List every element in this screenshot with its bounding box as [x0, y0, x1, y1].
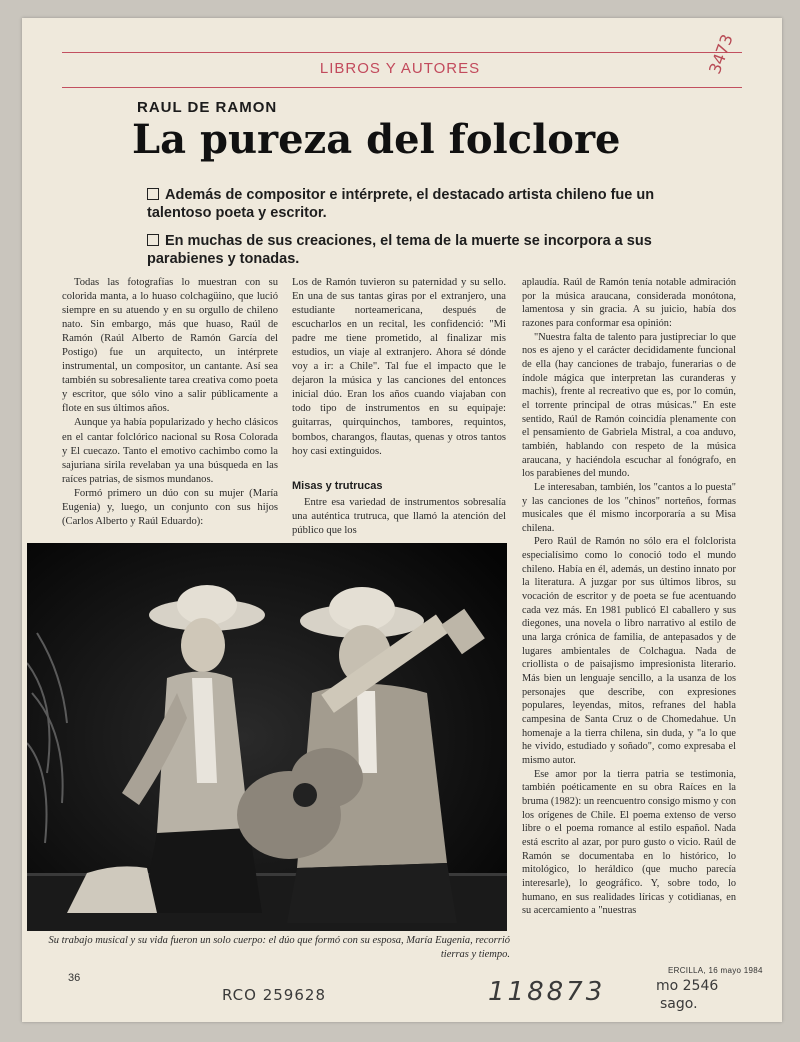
article-column-3 — [522, 276, 736, 918]
checkbox-bullet-icon — [147, 188, 159, 200]
column-paragraph: aplaudía. Raúl de Ramón tenía notable admiración por la música araucana, considerada monótona, lamentosa y sin gracia. A su juicio, había dos razones para conformar esa opinión: — [522, 277, 736, 329]
column-paragraph: Entre esa variedad de instrumentos sobresalía una auténtica trutruca, que llamó la atención del público que los — [292, 497, 506, 537]
article-column-2-continued — [292, 496, 506, 538]
handwritten-shelf-1: mo 2546 — [656, 978, 719, 994]
header-rule-top — [62, 52, 742, 53]
section-label: LIBROS Y AUTORES — [319, 60, 481, 77]
handwritten-shelf-2: sago. — [660, 996, 698, 1012]
author-name: RAUL DE RAMON — [137, 99, 278, 116]
column-paragraph: Ese amor por la tierra patria se testimonia, también poéticamente en su obra Raíces en la bruma (1982): un reencuentro consigo mismo y con los orígenes de Chile. El poema extenso de verso libre o el poema romance al estilo español. Nada está escrito al azar, por puro gusto o vicio. Raúl de Ramón se documentaba en lo histórico, lo mitológico, lo heráldico (que mucho parecía interesarle), lo geográfico. Y, sobre todo, lo humano, en sus realidades líricas y cotidianas, en su acercamiento a "nuestras — [522, 768, 736, 917]
photo-caption: Su trabajo musical y su vida fueron un solo cuerpo: el dúo que formó con su esposa, María Eugenia, recorrió tierras y tiempo. — [48, 935, 510, 960]
duo-photo — [27, 543, 507, 931]
subhead-2 — [147, 232, 687, 268]
article-column-1 — [62, 276, 278, 529]
column-subheading: Misas y trutrucas — [292, 480, 383, 492]
handwritten-code: RCO 259628 — [222, 986, 326, 1004]
column-paragraph: Los de Ramón tuvieron su paternidad y su sello. En una de sus tantas giras por el extranjero, una estudiante norteamericana, después de escucharlos en un recital, les confidenció: "Mi padre me tiene prometido, al finalizar mis estudios, un viaje al extranjero. Ahora sé dónde voy a ir: a Chile". Tal fue el impacto que le dejaron la música y las canciones del entonces inicial dúo. Eran los años cuando viajaban con todo tipo de instrumentos en su equipaje: guitarras, quirquinchos, tambores, requintos, bombos, charangos, flautas, quenas y otros tantos hoy casi extinguidos. — [292, 277, 506, 457]
column-paragraph: "Nuestra falta de talento para justipreciar lo que nos es ajeno y el carácter decididamente funcional de ella (hay canciones de trabajo, funerarias o de índole mágica que interpretan las curanderas y machis), frente al recreativo que es, por lo común, el torrente principal de otras músicas." En este sentido, Raúl de Ramón coincidía plenamente con el pensamiento de Gabriela Mistral, a coa anduvo, también, hablando con respeto de la música araucana, y haciéndola escuchar al fonógrafo, en los parabienes del mundo. — [522, 331, 736, 480]
column-paragraph: Aunque ya había popularizado y hecho clásicos en el cantar folclórico nacional su Rosa Colorada y El cuecazo. Tanto el emotivo cachimbo como la sajuriana sirila revelaban ya una búsqueda en las raíces patrias, de sismos mundanos. — [62, 417, 278, 485]
subhead-2-text: En muchas de sus creaciones, el tema de la muerte se incorpora a sus parabienes y tonadas. — [147, 233, 652, 267]
duo-photo-illustration — [27, 543, 507, 931]
page-title: La pureza del folclore — [132, 116, 621, 163]
column-paragraph: Todas las fotografías lo muestran con su colorida manta, a lo huaso colchagüino, que lució siempre en su atuendo y en su orgullo de chileno nato. Sin embargo, más que huaso, Raúl de Ramón (Raúl Alberto de Ramón García del Postigo) fue un arquitecto, un intérprete instrumental, un compositor, un cantante. Así sea también su sobresaliente tarea creativa como poeta y escritor, que sólo vino a salir públicamente a flote en sus últimos años. — [62, 277, 278, 415]
subhead-1-text: Además de compositor e intérprete, el destacado artista chileno fue un talentoso poeta y escritor. — [147, 187, 655, 221]
column-paragraph: Formó primero un dúo con su mujer (María Eugenia) y, luego, un conjunto con sus hijos (Carlos Alberto y Raúl Eduardo): — [62, 487, 278, 527]
column-paragraph: Pero Raúl de Ramón no sólo era el folclorista especialísimo como lo conoció todo el mundo chileno. Había en él, además, un destino innato por la literatura. A juzgar por sus últimos libros, su vocación de escritor y de poeta se fue acentuando cada vez más. En 1981 publicó El caballero y sus diegones, una novela o libro narrativo al estilo de una larga crónica de familia, de antepasados y de lugares ambientales de Colchagua. Nada de criollista o de paisajismo impresionista literario. Más bien un lenguaje sencillo, a la usanza de los personajes que describe, con expresiones populares, leyendas, mitos, refranes del habla campesina de Santa Cruz o de Chomedahue. Un homenaje a la tierra chilena, sin duda, y "a lo que he vivido, estudiado y soñado", como expresaba el mismo autor. — [522, 536, 736, 766]
checkbox-bullet-icon — [147, 234, 159, 246]
column-paragraph: Le interesaban, también, los "cantos a lo puesta" y las canciones de los "chinos" norteños, formas musicales que él mismo incorporaría a su Misa chilena. — [522, 481, 736, 534]
header-rule-bottom — [62, 87, 742, 88]
handwritten-top-right: 3473 — [705, 31, 737, 77]
handwritten-number: 118873 — [488, 977, 606, 1007]
article-column-2 — [292, 276, 506, 459]
page-number: 36 — [68, 972, 81, 984]
magazine-footer: ERCILLA, 16 mayo 1984 — [668, 966, 763, 975]
subhead-1 — [147, 186, 677, 222]
